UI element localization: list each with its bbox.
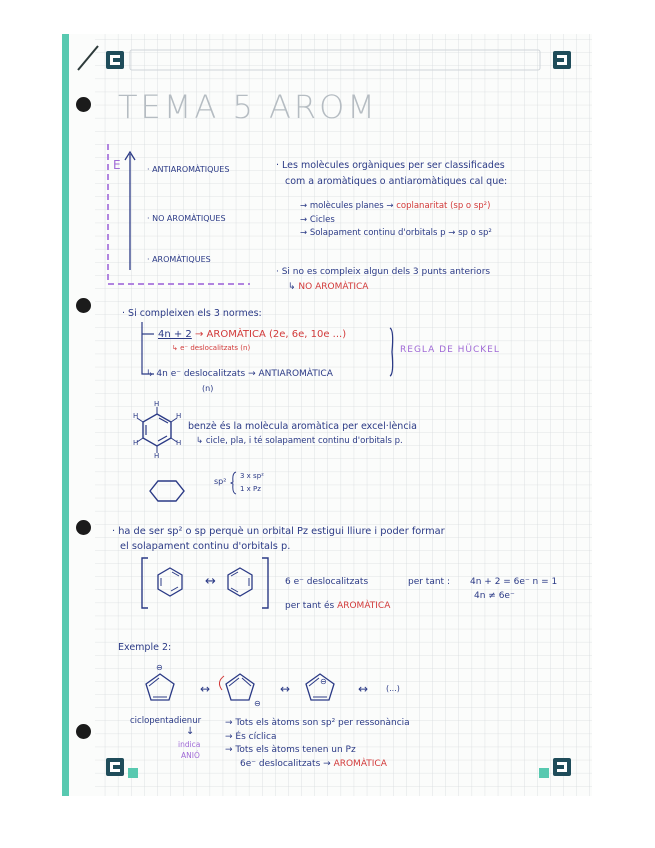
page-title: TEMA 5 AROM [118, 88, 378, 126]
huckel-rule-2-text: ↳ 4n e⁻ deslocalitzats → ANTIAROMÀTICA [146, 369, 333, 379]
corner-accent [539, 768, 549, 778]
binder-hole [76, 97, 91, 112]
huckel-rule-2 [146, 370, 333, 379]
note-line-2 [288, 283, 368, 292]
example-down-arrow: ↓ [186, 726, 195, 737]
huckel-brace [388, 326, 396, 378]
resonance-aromatica: AROMÀTICA [337, 601, 391, 611]
charge-minus: ⊖ [320, 677, 327, 686]
huckel-formula-1 [158, 330, 346, 340]
benzene-h: H [176, 439, 182, 447]
huckel-4n2: 4n + 2 [158, 329, 192, 340]
example-arrow: ↔ [280, 682, 291, 696]
example-2-heading: Exemple 2: [118, 642, 172, 653]
hexagon-structure [146, 478, 188, 504]
binder-hole [76, 724, 91, 739]
energy-axis-label: E [113, 158, 121, 172]
example-point-4-red: AROMÀTICA [333, 759, 387, 769]
example-compound-name: ciclopentadienur [130, 716, 202, 726]
example-point-3: → Tots els àtoms tenen un Pz [225, 745, 356, 755]
binder-hole [76, 298, 91, 313]
sp2-brace [230, 470, 238, 496]
condition-planar [300, 202, 490, 211]
orbital-note-2: el solapament continu d'orbitals p. [120, 541, 291, 552]
example-ellipsis: (...) [386, 684, 400, 693]
benzene-h: H [176, 412, 182, 420]
example-point-4 [240, 760, 387, 769]
corner-accent [128, 768, 138, 778]
condition-planar-red: coplanaritat (sp o sp²) [396, 201, 491, 211]
binder-hole [76, 520, 91, 535]
condition-planar-text: → molècules planes → [300, 201, 394, 211]
condition-overlap: → Solapament continu d'orbitals p → sp o sp² [300, 228, 492, 238]
example-point-2: → És cíclica [225, 732, 277, 742]
corner-logo-icon [106, 758, 124, 776]
huckel-aromatica: → AROMÀTICA (2e, 6e, 10e ...) [195, 329, 347, 340]
resonance-arrow: ↔ [205, 574, 216, 589]
resonance-eq-1: 4n + 2 = 6e⁻ n = 1 [470, 577, 558, 587]
benzene-line-2: ↳ cicle, pla, i té solapament continu d'orbitals p. [196, 436, 403, 446]
corner-logo-icon [553, 51, 571, 69]
example-arrow: ↔ [200, 682, 211, 696]
sp2-label: sp² [214, 477, 227, 486]
resonance-per-tant: per tant : [408, 577, 450, 587]
intro-line-2: com a aromàtiques o antiaromàtiques cal que: [285, 176, 508, 187]
charge-minus: ⊖ [254, 699, 261, 708]
benzene-h: H [133, 412, 139, 420]
condition-cycles: → Cicles [300, 215, 335, 225]
example-point-4-text: 6e⁻ deslocalitzats → [240, 759, 331, 769]
huckel-n: (n) [202, 384, 214, 393]
resonance-conclusion-text: per tant és [285, 601, 335, 611]
resonance-conclusion [285, 602, 390, 611]
note-no-aromatica: NO AROMÀTICA [298, 282, 369, 292]
benzene-h: H [154, 400, 160, 408]
class-aromatiques: · AROMÀTIQUES [147, 255, 211, 264]
charge-minus: ⊖ [156, 663, 163, 672]
benzene-h: H [154, 452, 160, 460]
example-point-1: → Tots els àtoms son sp² per ressonància [225, 718, 410, 728]
orbital-note-1: · ha de ser sp² o sp perquè un orbital Pz estigui lliure i poder formar [112, 526, 445, 537]
class-antiaromatiques: · ANTIAROMÀTIQUES [147, 165, 230, 174]
benzene-h: H [133, 439, 139, 447]
example-arrow: ↔ [358, 682, 369, 696]
sp2-detail-2: 1 x Pz [240, 485, 261, 493]
huckel-label: REGLA DE HÜCKEL [400, 345, 500, 355]
note-line-1: · Si no es compleix algun dels 3 punts anteriors [276, 267, 491, 277]
example-anion: ANIÓ [181, 751, 200, 760]
example-indica: indica [178, 740, 201, 749]
huckel-intro: · Si compleixen els 3 normes: [122, 308, 262, 319]
benzene-line-1: benzè és la molècula aromàtica per excel·lència [188, 421, 418, 432]
resonance-electrons: 6 e⁻ deslocalitzats [285, 577, 369, 587]
corner-logo-icon [553, 758, 571, 776]
huckel-sub: ↳ e⁻ deslocalitzats (n) [172, 344, 251, 352]
benzene-structure [128, 400, 186, 460]
class-no-aromatiques: · NO AROMÀTIQUES [147, 214, 226, 223]
sp2-detail-1: 3 x sp² [240, 472, 264, 480]
corner-logo-icon [106, 51, 124, 69]
resonance-eq-2: 4n ≠ 6e⁻ [474, 591, 515, 601]
note-arrow: ↳ [288, 282, 296, 292]
intro-line-1: · Les molècules orgàniques per ser classificades [276, 160, 505, 171]
